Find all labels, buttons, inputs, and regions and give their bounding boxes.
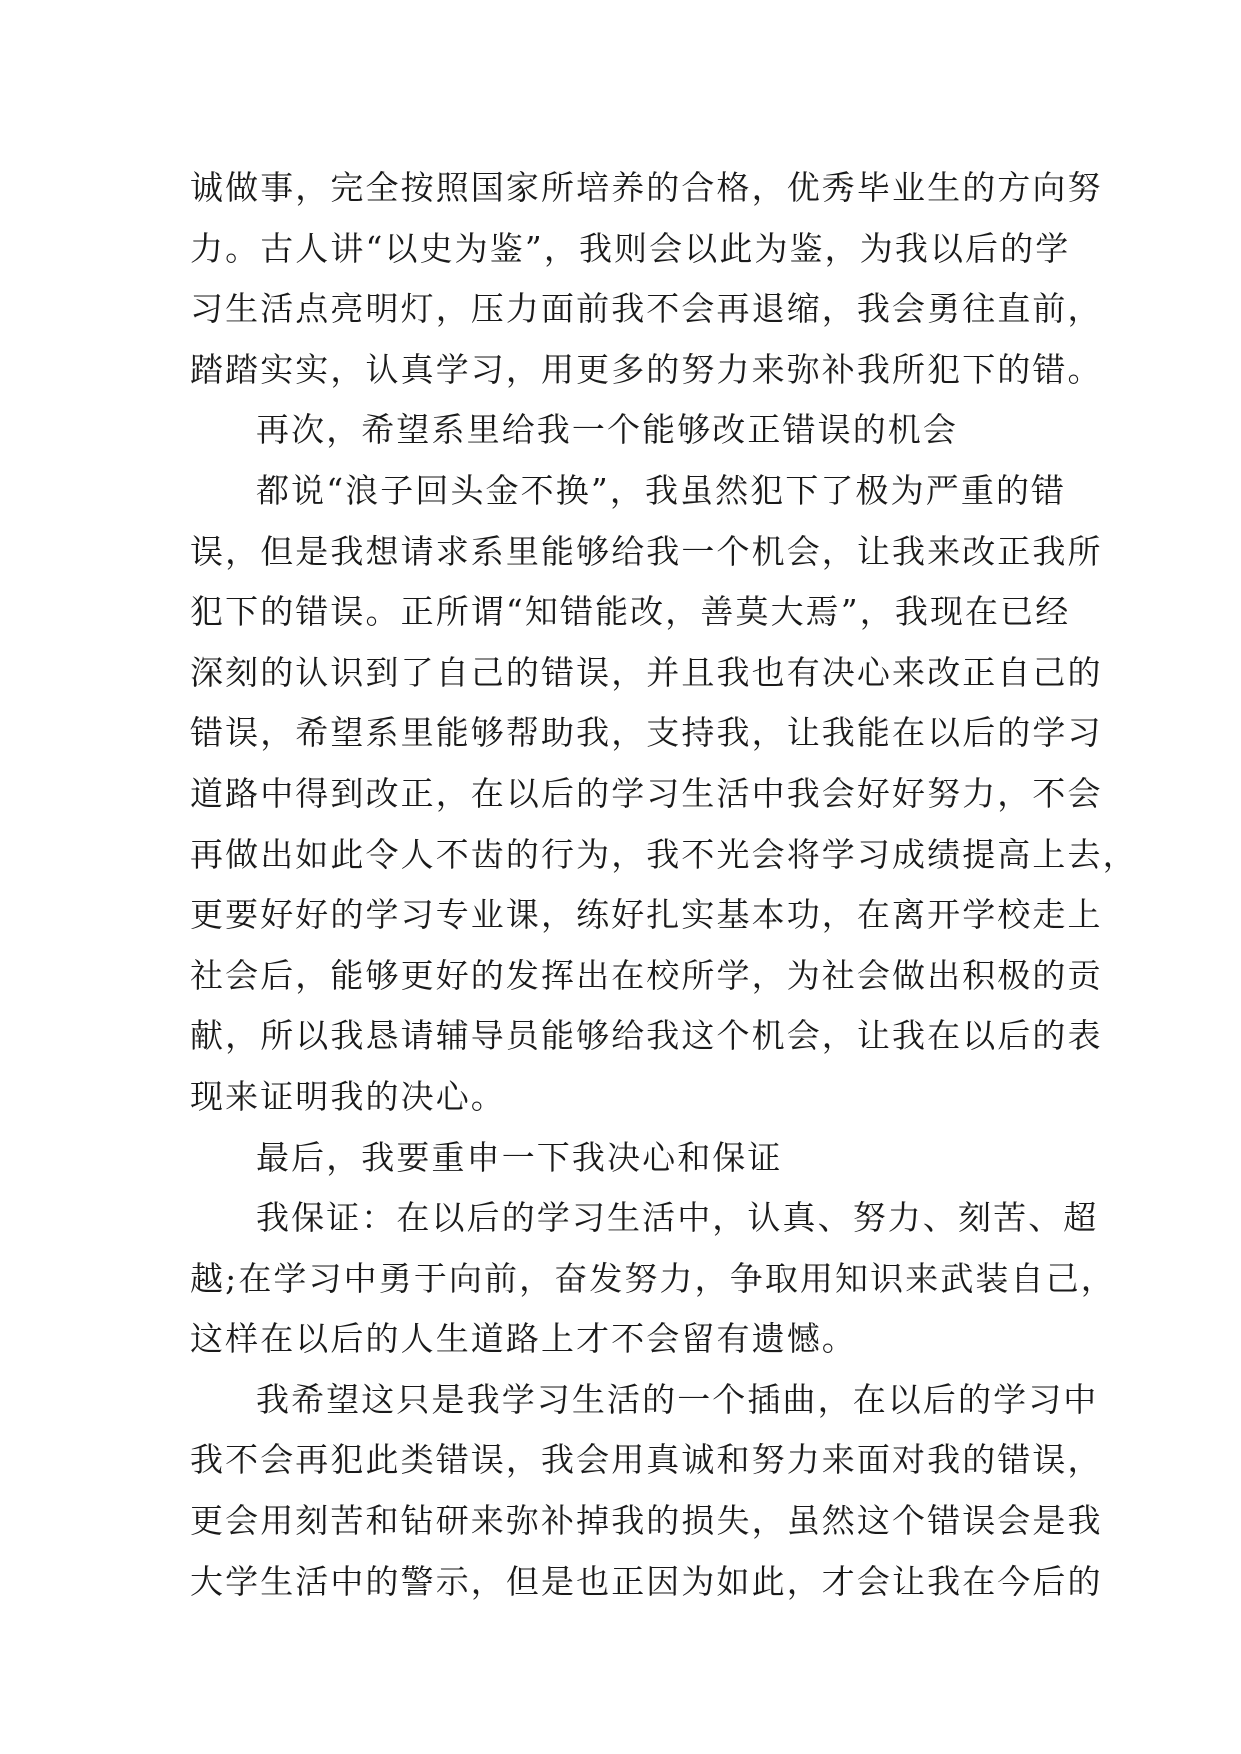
text-line: 诚做事，完全按照国家所培养的合格，优秀毕业生的方向努: [190, 168, 1103, 207]
text-line: 我保证：在以后的学习生活中，认真、努力、刻苦、超: [256, 1198, 1099, 1238]
text-line: 更会用刻苦和钻研来弥补掉我的损失，虽然这个错误会是我: [190, 1501, 1103, 1541]
text-line: 再次，希望系里给我一个能够改正错误的机会: [256, 410, 958, 450]
text-line: 越;在学习中勇于向前，奋发努力，争取用知识来武装自己，: [190, 1258, 1116, 1298]
text-line: 力。古人讲“以史为鉴”，我则会以此为鉴，为我以后的学: [190, 228, 1071, 268]
text-line: 我不会再犯此类错误，我会用真诚和努力来面对我的错误，: [190, 1440, 1103, 1480]
text-line: 都说“浪子回头金不换”，我虽然犯下了极为严重的错: [256, 470, 1067, 510]
text-line: 踏踏实实，认真学习，用更多的努力来弥补我所犯下的错。: [190, 349, 1103, 389]
text-line: 最后，我要重申一下我决心和保证: [256, 1137, 783, 1177]
text-line: 献，所以我恳请辅导员能够给我这个机会，让我在以后的表: [190, 1016, 1103, 1056]
text-line: 习生活点亮明灯，压力面前我不会再退缩，我会勇往直前，: [190, 289, 1103, 329]
text-line: 道路中得到改正，在以后的学习生活中我会好好努力，不会: [190, 773, 1103, 813]
document-body: [190, 158, 1138, 1612]
text-line: 再做出如此令人不齿的行为，我不光会将学习成绩提高上去，: [190, 834, 1138, 874]
text-line: 更要好好的学习专业课，练好扎实基本功，在离开学校走上: [190, 895, 1103, 935]
text-line: 误，但是我想请求系里能够给我一个机会，让我来改正我所: [190, 531, 1103, 571]
text-line: 深刻的认识到了自己的错误，并且我也有决心来改正自己的: [190, 652, 1103, 692]
text-line: 社会后，能够更好的发挥出在校所学，为社会做出积极的贡: [190, 955, 1103, 995]
text-line: 错误，希望系里能够帮助我，支持我，让我能在以后的学习: [190, 713, 1103, 753]
text-line: 我希望这只是我学习生活的一个插曲，在以后的学习中: [256, 1379, 1099, 1419]
text-line: 这样在以后的人生道路上才不会留有遗憾。: [190, 1319, 857, 1359]
text-line: 犯下的错误。正所谓“知错能改，善莫大焉”，我现在已经: [190, 592, 1071, 632]
text-line: 大学生活中的警示，但是也正因为如此，才会让我在今后的: [190, 1561, 1103, 1601]
text-line: 现来证明我的决心。: [190, 1076, 506, 1116]
